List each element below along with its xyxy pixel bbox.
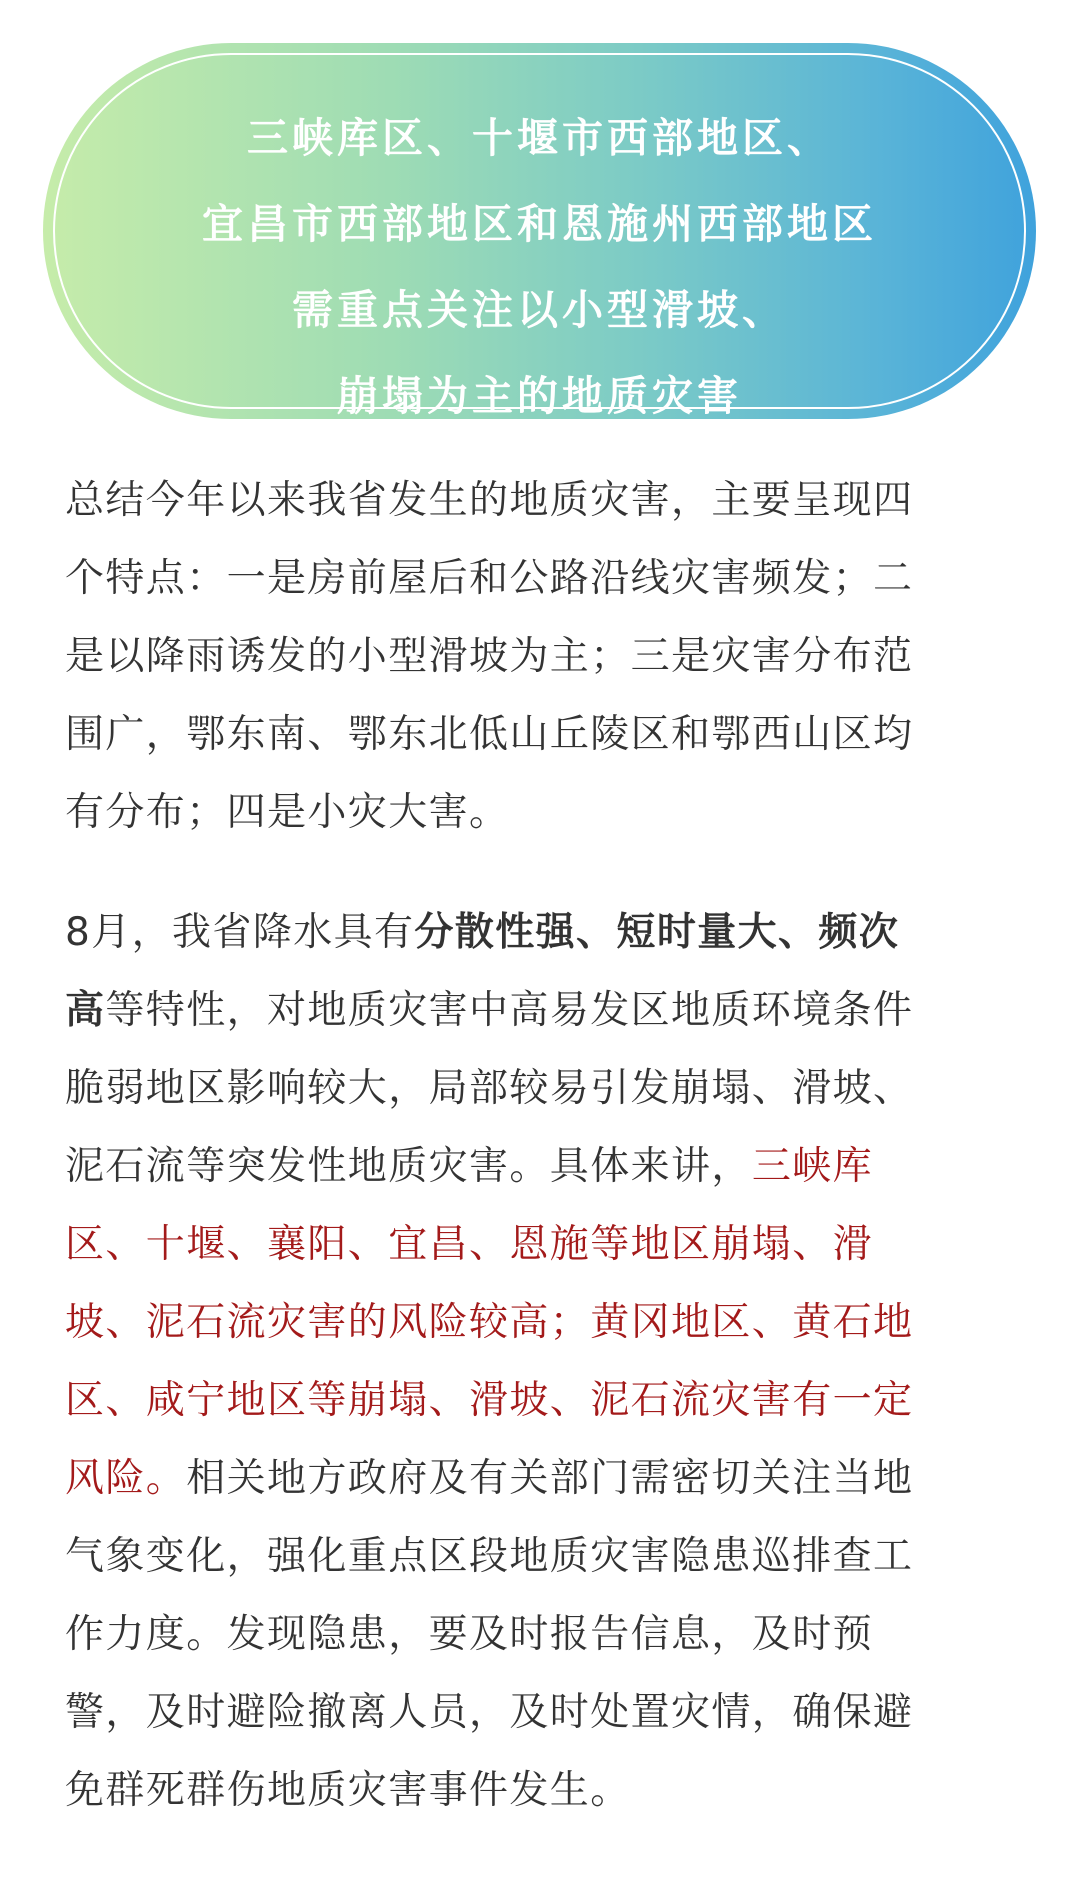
text-line: 个特点：一是房前屋后和公路沿线灾害频发；二 [65, 556, 914, 601]
text-line: 气象变化，强化重点区段地质灾害隐患巡排查工 [65, 1534, 914, 1579]
banner-line: 需重点关注以小型滑坡、 [292, 286, 787, 334]
highlighted-text: 三峡库 [751, 1144, 874, 1189]
text-line: 免群死群伤地质灾害事件发生。 [65, 1768, 631, 1813]
banner-line: 宜昌市西部地区和恩施州西部地区 [202, 200, 877, 248]
banner-line: 崩塌为主的地质灾害 [337, 372, 742, 420]
text-line: 总结今年以来我省发生的地质灾害，主要呈现四 [65, 478, 914, 523]
text-line [65, 1128, 1010, 1206]
forecast-paragraph [65, 894, 1010, 1830]
banner-title [43, 95, 1036, 439]
bold-text: 高 [65, 988, 106, 1033]
text-line [65, 972, 1010, 1050]
text-line [65, 1440, 1010, 1518]
text-line: 是以降雨诱发的小型滑坡为主；三是灾害分布范 [65, 634, 914, 679]
highlighted-line: 区、十堰、襄阳、宜昌、恩施等地区崩塌、滑 [65, 1222, 874, 1267]
highlighted-line: 坡、泥石流灾害的风险较高；黄冈地区、黄石地 [65, 1300, 914, 1345]
highlighted-text: 风险。 [65, 1456, 187, 1501]
banner-line: 三峡库区、十堰市西部地区、 [247, 114, 832, 162]
highlighted-line: 区、咸宁地区等崩塌、滑坡、泥石流灾害有一定 [65, 1378, 914, 1423]
summary-paragraph [65, 462, 1010, 852]
bold-text: 分散性强、短时量大、频次 [414, 910, 900, 955]
text-line: 警，及时避险撤离人员，及时处置灾情，确保避 [65, 1690, 914, 1735]
text-run: 等特性，对地质灾害中高易发区地质环境条件 [105, 988, 914, 1033]
text-line: 围广，鄂东南、鄂东北低山丘陵区和鄂西山区均 [65, 712, 914, 757]
text-line: 有分布；四是小灾大害。 [65, 790, 510, 835]
text-line: 脆弱地区影响较大，局部较易引发崩塌、滑坡、 [65, 1066, 914, 1111]
text-run: 泥石流等突发性地质灾害。具体来讲， [65, 1144, 752, 1189]
text-line [65, 894, 1010, 972]
text-run: 相关地方政府及有关部门需密切关注当地 [186, 1456, 914, 1501]
text-line: 作力度。发现隐患，要及时报告信息，及时预 [65, 1612, 874, 1657]
text-run: 8月，我省降水具有 [65, 910, 415, 955]
title-banner [43, 43, 1036, 419]
